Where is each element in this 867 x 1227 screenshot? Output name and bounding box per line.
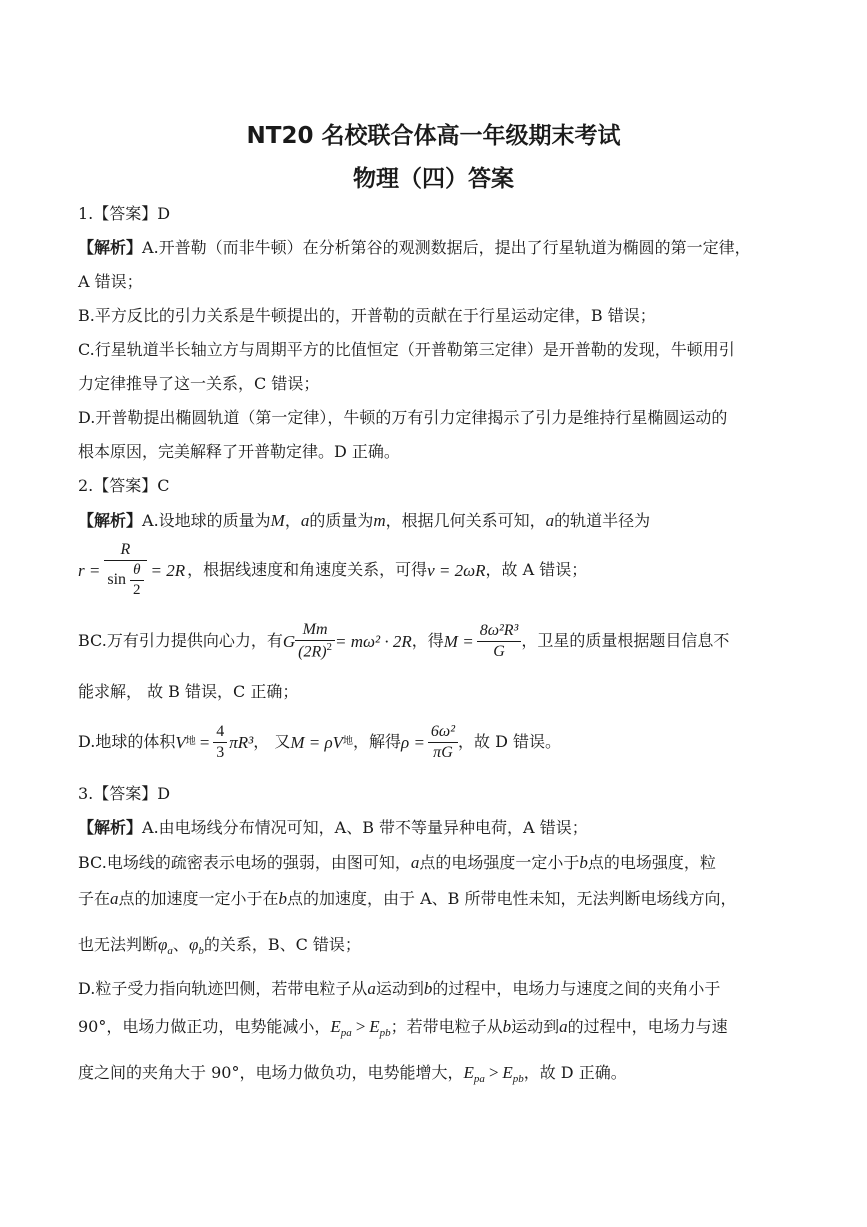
fraction-mass: $\frac{\text{8ω²R³}}{G}$ <box>477 621 522 662</box>
q1-line-6: D.开普勒提出椭圆轨道（第一定律），牛顿的万有引力定律揭示了引力是维持行星椭圆运动的 <box>78 408 728 427</box>
q2-line-3: BC.万有引力提供向心力，有 G $\frac{Mm}{(2R)^2}$ = mω² · 2R ，得 M = $\frac{\text{8ω²R³}}{G}$ ，卫星的质量根据题目信息不 <box>78 620 730 661</box>
q3-line-4: 也无法判断$\varphi_a$、$\varphi_b$的关系，B、C 错误； <box>78 935 361 958</box>
fraction-volume: $\frac{4}{3}$ <box>213 722 227 763</box>
q1-line-4: C.行星轨道半长轴立方与周期平方的比值恒定（开普勒第三定律）是开普勒的发现，牛顿用引 <box>78 340 735 359</box>
q1-line-3: B.平方反比的引力关系是牛顿提出的，开普勒的贡献在于行星运动定律，B 错误； <box>78 306 656 325</box>
fraction-gravity: $\frac{Mm}{(2R)^2}$ <box>295 620 335 662</box>
page-subtitle: 物理（四）答案 <box>353 166 514 192</box>
q2-answer: 2.【答案】C <box>78 476 170 495</box>
analysis-label: 【解析】 <box>78 238 143 257</box>
q1-line-5: 力定律推导了这一关系，C 错误； <box>78 374 320 393</box>
q2-line-4: 能求解， 故 B 错误，C 正确； <box>78 682 299 701</box>
fraction-r: R sin $\frac{\theta}{2}$ <box>104 540 146 600</box>
q1-line-7: 根本原因，完美解释了开普勒定律。D 正确。 <box>78 442 400 461</box>
q2-line-2: r = R sin $\frac{\theta}{2}$ = 2R ，根据线速度和角速度关系，可得 v = 2ωR ，故 A 错误； <box>78 541 588 598</box>
q1-line-1: 【解析】A.开普勒（而非牛顿）在分析第谷的观测数据后，提出了行星轨道为椭圆的第一定律， <box>78 238 751 257</box>
page-title: NT20 名校联合体高一年级期末考试 <box>246 123 621 149</box>
q2-line-1: 【解析】A.设地球的质量为M，a的质量为m，根据几何关系可知，a的轨道半径为 <box>78 511 651 530</box>
q1-line-2: A 错误； <box>78 272 143 291</box>
q3-line-1: 【解析】A.由电场线分布情况可知，A、B 带不等量异种电荷，A 错误； <box>78 818 588 837</box>
fraction-density: $\frac{\text{6ω²}}{\pi G}$ <box>428 722 458 763</box>
formula-r: r = <box>78 560 101 580</box>
q1-answer: 1.【答案】D <box>78 204 171 223</box>
q3-line-6: 90°，电场力做正功，电势能减小，$E_{pa} > E_{pb}$；若带电粒子从b运动到a的过程中，电场力与速 <box>78 1017 728 1040</box>
q3-line-5: D.粒子受力指向轨迹凹侧，若带电粒子从a运动到b的过程中，电场力与速度之间的夹角小于 <box>78 979 721 998</box>
q3-line-2: BC.电场线的疏密表示电场的强弱，由图可知，a点的电场强度一定小于b点的电场强度，粒 <box>78 853 716 872</box>
q3-line-3: 子在a点的加速度一定小于在b点的加速度，由于 A、B 所带电性未知，无法判断电场线方向， <box>78 889 737 908</box>
q2-line-5: D.地球的体积 V 地 = $\frac{4}{3}$ πR³ ， 又 M = ρV 地 ，解得 ρ = $\frac{\text{6ω²}}{\pi G}$ ，故 D 错误。 <box>78 722 562 761</box>
q3-answer: 3.【答案】D <box>78 784 171 803</box>
q3-line-7: 度之间的夹角大于 90°，电场力做负功，电势能增大，$E_{pa} > E_{pb}$，故 D 正确。 <box>78 1063 627 1086</box>
